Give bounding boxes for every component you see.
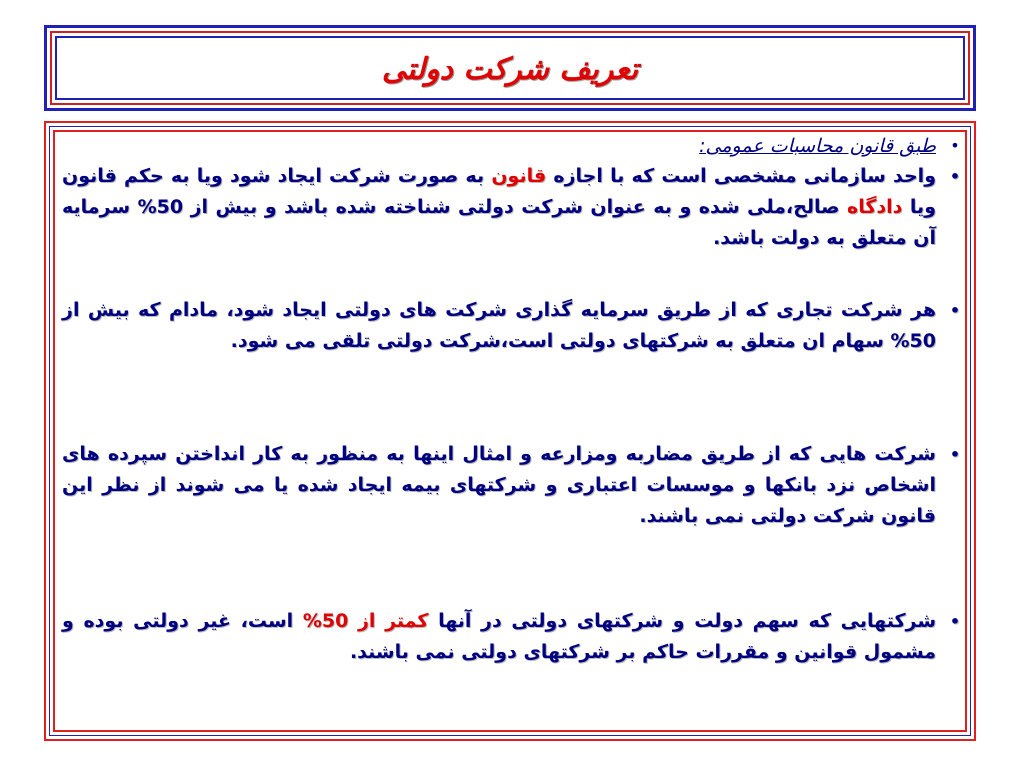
- bullet-icon: •: [949, 301, 961, 320]
- bullet-icon: •: [949, 612, 961, 631]
- slide-title: تعریف شرکت دولتی: [381, 52, 639, 87]
- text-segment: صالح،ملی شده و به عنوان شرکت دولتی شناخته شده باشد و بیش از 50% سرمایه آن متعلق به دولت باشد.: [62, 196, 936, 249]
- list-item-commercial-company: [62, 295, 962, 357]
- highlight-court: دادگاه: [846, 196, 903, 218]
- text-segment: شرکتهایی که سهم دولت و شرکتهای دولتی در آنها: [428, 610, 937, 632]
- bullet-icon: •: [949, 445, 961, 464]
- item-text: هر شرکت تجاری که از طریق سرمایه گذاری شرکت های دولتی ایجاد شود، مادام که بیش از 50% سهام ان متعلق به شرکتهای دولتی است،شرکت دولتی تلقی می شود.: [62, 299, 936, 352]
- item-text: [62, 165, 936, 249]
- bullet-icon: •: [950, 136, 960, 155]
- list-item-definition: [62, 161, 962, 254]
- list-item-intro: [62, 131, 962, 161]
- text-segment: به صورت شرکت ایجاد شود ویا به حکم قانون ویا: [62, 165, 936, 218]
- text-segment: واحد سازمانی مشخصی است که با اجازه: [546, 165, 937, 187]
- highlight-law: قانون: [491, 165, 547, 187]
- text-segment: است، غیر دولتی بوده و مشمول قوانین و مقررات حاکم بر شرکتهای دولتی نمی باشند.: [62, 610, 936, 663]
- item-text: [62, 610, 936, 663]
- bullet-icon: •: [949, 167, 961, 186]
- bullet-list: [62, 131, 962, 668]
- intro-text: طبق قانون محاسبات عمومی:: [699, 135, 936, 157]
- title-frame: [44, 25, 976, 111]
- item-text: شرکت هایی که از طریق مضاربه ومزارعه و امثال اینها به منظور به کار انداختن سپرده های اشخاص نزد بانکها و موسسات اعتباری و شرکتهای بیمه ایجاد شده یا می شوند از نظر این قانون شرکت دولتی نمی باشند.: [62, 443, 936, 527]
- list-item-non-government: [62, 606, 962, 668]
- list-item-mudaraba-companies: [62, 439, 962, 532]
- highlight-less-than: کمتر از 50%: [302, 610, 429, 632]
